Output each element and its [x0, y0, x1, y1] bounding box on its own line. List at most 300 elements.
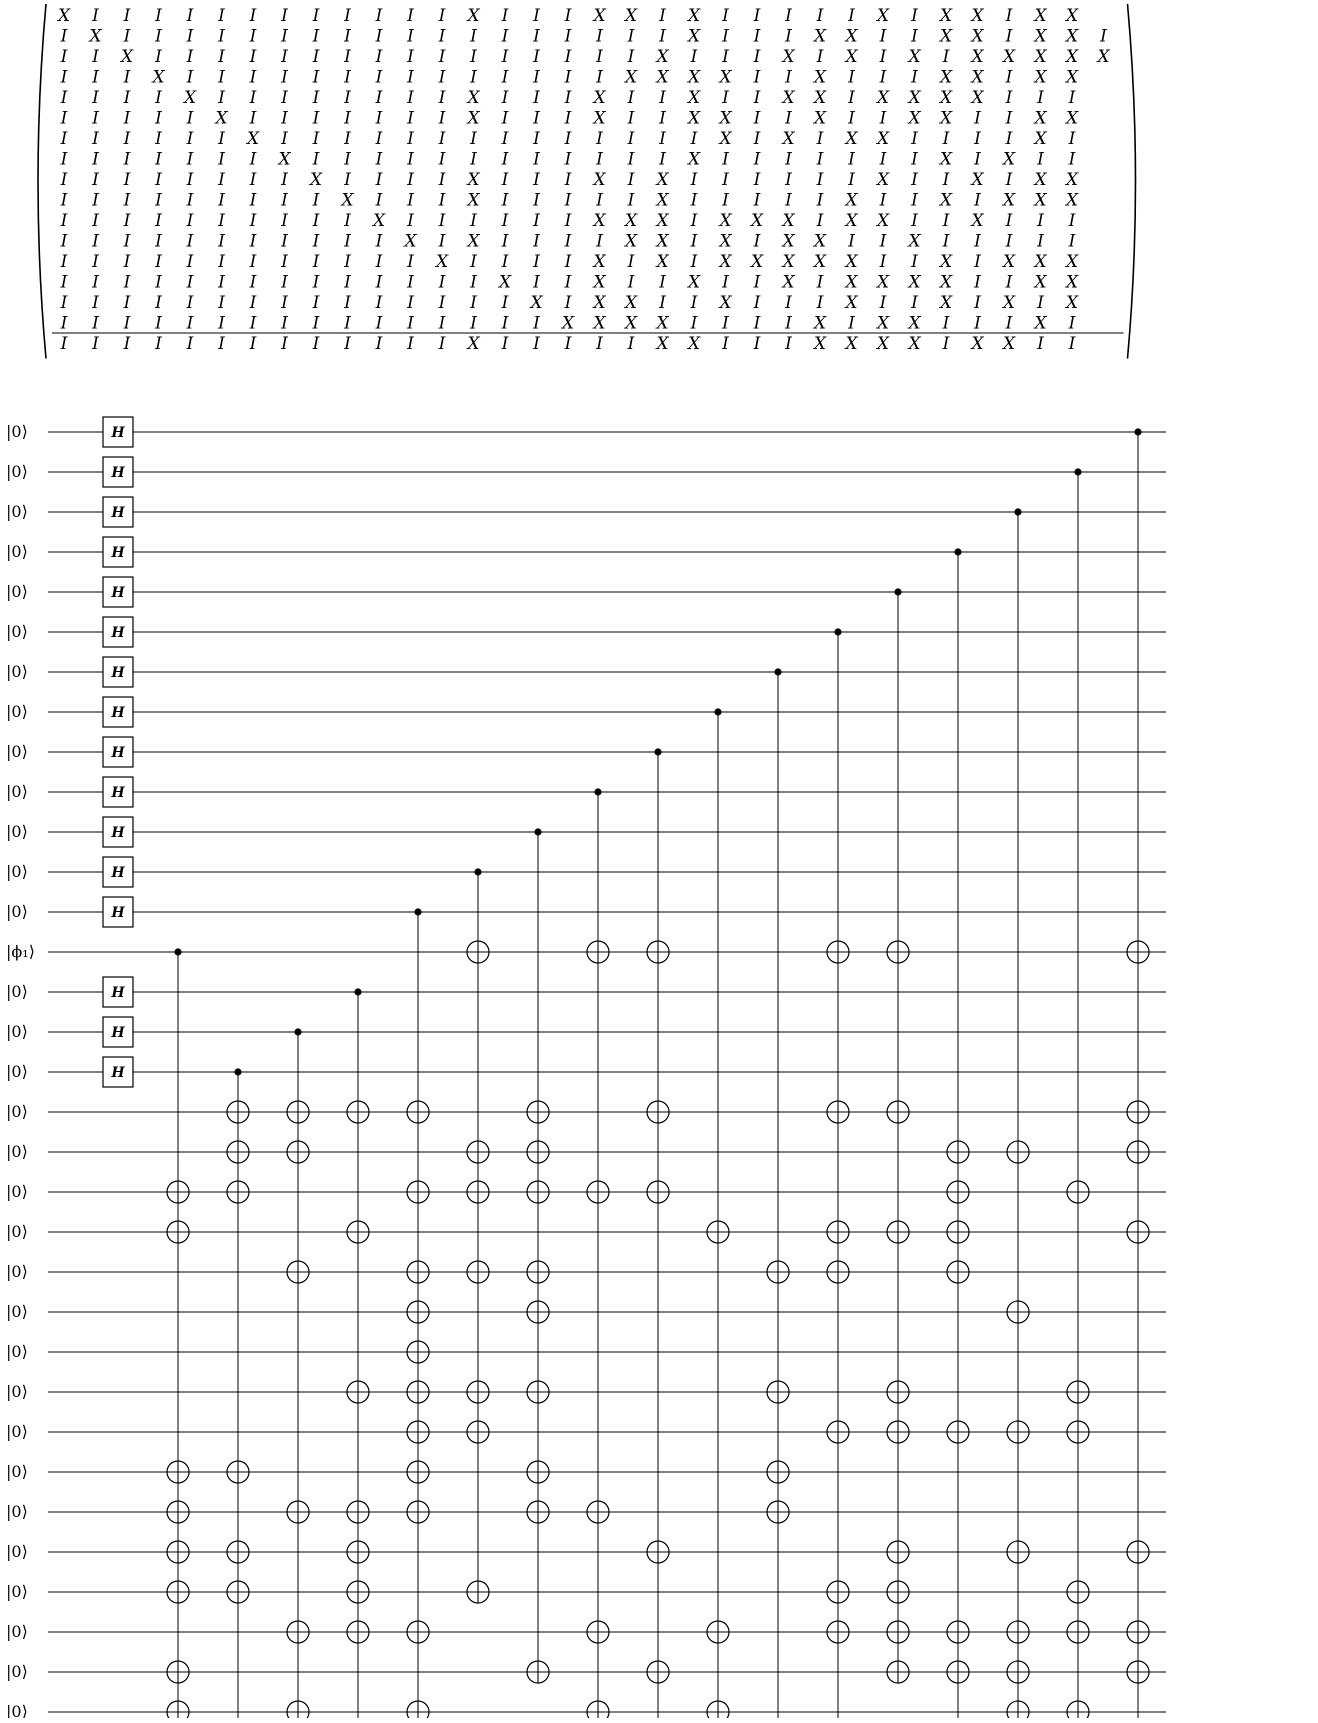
matrix-entry: I [1068, 313, 1076, 334]
matrix-entry: I [470, 211, 477, 231]
cnot-target [1067, 1621, 1089, 1643]
matrix-entry: I [375, 108, 383, 129]
matrix-entry: X [971, 211, 984, 231]
matrix-entry: X [341, 190, 354, 211]
qubit-label: |0⟩ [6, 742, 28, 761]
qubit-label: |0⟩ [6, 1102, 28, 1121]
matrix-entry: I [186, 26, 194, 47]
matrix-entry: I [249, 170, 257, 190]
matrix-entry: I [659, 88, 666, 108]
matrix-entry: I [596, 231, 603, 252]
matrix-entry: I [1005, 6, 1013, 26]
matrix-entry: X [719, 252, 732, 272]
matrix-entry: I [155, 47, 162, 67]
matrix-entry: I [785, 67, 792, 88]
matrix-entry: I [470, 293, 477, 313]
cnot-target [1127, 1661, 1149, 1683]
matrix-entry: I [722, 6, 729, 26]
cnot-target [947, 1661, 969, 1683]
matrix-entry: X [593, 211, 606, 231]
matrix-entry: I [879, 149, 887, 170]
matrix-entry: X [1034, 47, 1047, 67]
matrix-entry: I [375, 334, 383, 354]
cnot-control [1014, 508, 1021, 515]
qubit-label: |0⟩ [6, 1262, 28, 1281]
matrix-entry: I [155, 108, 162, 129]
matrix-entry: I [281, 334, 288, 354]
cnot-target [527, 1501, 549, 1523]
cnot-target [1067, 1181, 1089, 1203]
matrix-entry: I [312, 26, 320, 47]
matrix-entry: X [876, 211, 890, 231]
matrix-entry: I [438, 231, 446, 252]
matrix-entry: X [687, 334, 701, 354]
matrix-entry: X [876, 6, 890, 26]
qubit-label: |0⟩ [6, 1542, 28, 1561]
hadamard-gate [103, 817, 133, 847]
qubit-label: |0⟩ [6, 1702, 28, 1718]
matrix-entry: I [816, 293, 824, 313]
cnot-target [587, 1501, 609, 1523]
matrix-entry: I [375, 313, 383, 334]
matrix-entry: I [690, 231, 698, 252]
matrix-entry: I [249, 313, 257, 334]
matrix-entry: I [785, 313, 792, 334]
matrix-entry: I [816, 6, 824, 26]
matrix-entry: I [1005, 170, 1013, 190]
matrix-entry: I [974, 313, 981, 334]
cnot-target [827, 1581, 849, 1603]
matrix-entry: X [656, 170, 669, 190]
matrix-entry: I [407, 293, 414, 313]
cnot-target [527, 1141, 549, 1163]
matrix-entry: I [1100, 26, 1107, 47]
cnot-target [587, 1621, 609, 1643]
matrix-entry: I [281, 190, 288, 211]
matrix-entry: X [939, 252, 953, 272]
cnot-target [227, 1141, 249, 1163]
matrix-entry: I [753, 272, 761, 293]
cnot-target [407, 1381, 429, 1403]
matrix-entry: I [816, 47, 824, 67]
cnot-target [647, 941, 669, 963]
matrix-entry: X [1034, 6, 1047, 26]
matrix-entry: I [155, 170, 162, 190]
matrix-entry: I [533, 334, 540, 354]
cnot-target [887, 1101, 909, 1123]
matrix-entry: I [785, 26, 792, 47]
matrix-entry: I [533, 190, 540, 211]
qubit-label: |0⟩ [6, 1022, 28, 1041]
cnot-target [167, 1541, 189, 1563]
matrix-entry: I [501, 129, 509, 149]
matrix-entry: I [375, 272, 383, 293]
matrix-entry: X [246, 129, 260, 149]
matrix-entry: I [879, 67, 887, 88]
matrix-entry: X [467, 190, 480, 211]
matrix-entry: X [687, 149, 701, 170]
cnot-target [587, 1181, 609, 1203]
matrix-entry: I [753, 334, 761, 354]
matrix-entry: I [564, 47, 572, 67]
matrix-entry: X [813, 334, 827, 354]
qubit-label: |0⟩ [6, 662, 28, 681]
matrix-entry: I [312, 252, 320, 272]
matrix-entry: I [848, 108, 855, 129]
matrix-entry: I [564, 108, 572, 129]
matrix-entry: X [656, 252, 669, 272]
matrix-entry: I [785, 6, 792, 26]
matrix-entry: I [60, 88, 68, 108]
matrix-entry: I [186, 129, 194, 149]
matrix-entry: I [218, 190, 225, 211]
matrix-entry: I [1068, 211, 1076, 231]
matrix-entry: X [467, 108, 480, 129]
matrix-entry: I [753, 190, 761, 211]
cnot-target [167, 1701, 189, 1718]
matrix-entry: I [249, 272, 257, 293]
matrix-entry: I [722, 88, 729, 108]
matrix-entry: X [593, 88, 606, 108]
matrix-entry: X [593, 252, 606, 272]
matrix-entry: X [782, 88, 795, 108]
matrix-entry: I [438, 313, 446, 334]
cnot-target [227, 1581, 249, 1603]
matrix-entry: I [659, 293, 666, 313]
matrix-entry: I [564, 6, 572, 26]
matrix-entry: X [813, 313, 827, 334]
cnot-control [354, 988, 361, 995]
matrix-entry: I [375, 67, 383, 88]
matrix-entry: I [753, 26, 761, 47]
matrix-entry: I [123, 252, 131, 272]
matrix-entry: I [186, 149, 194, 170]
matrix-entry: I [533, 26, 540, 47]
hadamard-label: H [111, 545, 125, 561]
matrix-entry: X [1097, 47, 1110, 67]
cnot-target [1127, 1141, 1149, 1163]
matrix-entry: I [501, 170, 509, 190]
matrix-entry: X [89, 26, 102, 47]
matrix-entry: I [344, 129, 351, 149]
cnot-target [227, 1461, 249, 1483]
matrix-entry: X [687, 26, 701, 47]
cnot-target [407, 1301, 429, 1323]
matrix-entry: X [1002, 190, 1016, 211]
cnot-target [347, 1221, 369, 1243]
hadamard-label: H [111, 1065, 125, 1081]
matrix-entry: I [249, 47, 257, 67]
matrix-entry: I [249, 26, 257, 47]
matrix-entry: I [596, 190, 603, 211]
matrix-entry: I [816, 149, 824, 170]
matrix-entry: I [375, 129, 383, 149]
cnot-target [467, 1261, 489, 1283]
matrix-entry: I [344, 26, 351, 47]
cnot-target [947, 1421, 969, 1443]
matrix-entry: X [624, 293, 638, 313]
matrix-entry: X [782, 272, 795, 293]
matrix-entry: I [375, 149, 383, 170]
matrix-entry: X [183, 88, 197, 108]
matrix-entry: I [375, 252, 383, 272]
matrix-entry: X [845, 334, 858, 354]
matrix-entry: I [438, 6, 446, 26]
matrix-entry: X [1034, 108, 1047, 129]
matrix-entry: I [911, 170, 918, 190]
qubit-label: |0⟩ [6, 462, 28, 481]
matrix-entry: I [785, 108, 792, 129]
matrix-entry: I [911, 129, 918, 149]
cnot-target [887, 941, 909, 963]
matrix-entry: I [218, 272, 225, 293]
matrix-entry: I [407, 6, 414, 26]
cnot-target [527, 1381, 549, 1403]
matrix-entry: X [782, 211, 795, 231]
matrix-entry: I [627, 88, 635, 108]
cnot-target [167, 1461, 189, 1483]
cnot-gate [347, 988, 369, 1718]
matrix-entry: X [467, 6, 480, 26]
cnot-target [347, 1381, 369, 1403]
matrix-entry: X [1034, 170, 1047, 190]
matrix-entry: I [470, 252, 477, 272]
cnot-target [227, 1101, 249, 1123]
hadamard-label: H [111, 825, 125, 841]
cnot-target [947, 1141, 969, 1163]
cnot-target [947, 1261, 969, 1283]
matrix-entry: I [974, 129, 981, 149]
cnot-control [1134, 428, 1141, 435]
matrix-entry: I [722, 190, 729, 211]
cnot-control [534, 828, 541, 835]
matrix-entry: X [1065, 252, 1079, 272]
matrix-entry: X [1034, 26, 1047, 47]
matrix-entry: X [750, 252, 764, 272]
matrix-entry: I [249, 334, 257, 354]
cnot-control [954, 548, 961, 555]
matrix-entry: I [848, 149, 855, 170]
hadamard-label: H [111, 1025, 125, 1041]
cnot-target [287, 1101, 309, 1123]
matrix-entry: X [845, 129, 858, 149]
matrix-entry: X [845, 272, 858, 293]
cnot-control [894, 588, 901, 595]
matrix-entry: I [722, 149, 729, 170]
matrix-entry: X [1065, 170, 1079, 190]
matrix-entry: I [312, 6, 320, 26]
cnot-target [887, 1661, 909, 1683]
cnot-target [1127, 1621, 1149, 1643]
matrix-entry: I [942, 313, 950, 334]
hadamard-gate [103, 457, 133, 487]
matrix-entry: I [533, 47, 540, 67]
matrix-entry: X [719, 293, 732, 313]
matrix-entry: X [561, 313, 575, 334]
matrix-entry: I [722, 26, 729, 47]
matrix-entry: I [879, 252, 887, 272]
matrix-entry: I [123, 108, 131, 129]
matrix-entry: I [123, 231, 131, 252]
matrix-entry: I [533, 170, 540, 190]
cnot-target [287, 1621, 309, 1643]
matrix-entry: X [813, 231, 827, 252]
cnot-target [887, 1381, 909, 1403]
matrix-entry: X [876, 334, 890, 354]
qubit-label: |0⟩ [6, 1342, 28, 1361]
matrix-entry: I [501, 6, 509, 26]
matrix-entry: I [533, 149, 540, 170]
matrix-entry: I [123, 190, 131, 211]
matrix-entry: X [1002, 293, 1016, 313]
matrix-entry: I [785, 190, 792, 211]
matrix-entry: X [876, 88, 890, 108]
matrix-entry: I [344, 108, 351, 129]
cnot-gate [767, 668, 789, 1718]
matrix-entry: X [750, 211, 764, 231]
matrix-entry: I [753, 231, 761, 252]
matrix-entry: I [123, 272, 131, 293]
qubit-label: |0⟩ [6, 542, 28, 561]
cnot-target [467, 1141, 489, 1163]
matrix-entry: I [155, 6, 162, 26]
matrix-entry: I [60, 129, 68, 149]
cnot-target [707, 1621, 729, 1643]
matrix-entry: I [407, 190, 414, 211]
matrix-entry: I [974, 252, 981, 272]
matrix-entry: I [281, 252, 288, 272]
matrix-entry: I [690, 313, 698, 334]
matrix-entry: I [249, 6, 257, 26]
matrix-entry: X [782, 231, 795, 252]
matrix-entry: I [627, 47, 635, 67]
matrix-entry: I [344, 231, 351, 252]
matrix-entry: X [719, 108, 732, 129]
cnot-target [1007, 1301, 1029, 1323]
cnot-target [767, 1261, 789, 1283]
matrix-entry: X [593, 313, 606, 334]
matrix-entry: I [218, 88, 225, 108]
qubit-label: |0⟩ [6, 582, 28, 601]
qubit-label: |0⟩ [6, 822, 28, 841]
matrix-entry: X [971, 170, 984, 190]
cnot-gate [1127, 428, 1149, 1718]
matrix-entry: I [564, 129, 572, 149]
matrix-entry: X [1002, 149, 1016, 170]
hadamard-gate [103, 697, 133, 727]
matrix-entry: X [719, 67, 732, 88]
matrix-entry: I [974, 149, 981, 170]
matrix-entry: I [722, 334, 729, 354]
matrix-entry: I [1037, 293, 1044, 313]
matrix-entry: I [60, 211, 68, 231]
matrix-entry: I [155, 129, 162, 149]
matrix-entry: I [1068, 88, 1076, 108]
matrix-entry: I [596, 129, 603, 149]
matrix-entry: X [939, 149, 953, 170]
cnot-gate [587, 788, 609, 1718]
cnot-target [827, 1101, 849, 1123]
matrix-entry: I [218, 293, 225, 313]
matrix-entry: I [92, 170, 99, 190]
qubit-label: |0⟩ [6, 1142, 28, 1161]
matrix-entry: X [813, 88, 827, 108]
matrix-entry: X [939, 88, 953, 108]
matrix-entry: X [1065, 293, 1079, 313]
matrix-entry: I [753, 47, 761, 67]
matrix-entry: I [407, 26, 414, 47]
matrix-entry: I [564, 67, 572, 88]
matrix-entry: I [60, 108, 68, 129]
matrix-entry: I [281, 26, 288, 47]
qubit-label: |0⟩ [6, 1622, 28, 1641]
matrix-entry: I [344, 293, 351, 313]
matrix-entry: I [123, 334, 131, 354]
matrix-entry: I [1005, 88, 1013, 108]
matrix-entry: I [1068, 231, 1076, 252]
matrix-entry: I [501, 190, 509, 211]
matrix-entry: I [438, 334, 446, 354]
cnot-target [827, 1261, 849, 1283]
matrix-entry: I [659, 272, 666, 293]
matrix-entry: I [60, 170, 68, 190]
matrix-entry: I [60, 47, 68, 67]
matrix-entry: X [845, 252, 858, 272]
hadamard-label: H [111, 785, 125, 801]
hadamard-gate [103, 617, 133, 647]
matrix-entry: I [312, 211, 320, 231]
qubit-label: |0⟩ [6, 502, 28, 521]
cnot-gate [167, 948, 189, 1718]
matrix-entry: I [344, 334, 351, 354]
cnot-target [407, 1341, 429, 1363]
matrix-entry: I [407, 272, 414, 293]
matrix-entry: I [218, 170, 225, 190]
matrix-entry: X [719, 129, 732, 149]
matrix-entry: I [155, 334, 162, 354]
matrix-entry: I [501, 108, 509, 129]
matrix-entry: I [533, 231, 540, 252]
cnot-gate [1007, 508, 1029, 1718]
cnot-target [527, 1661, 549, 1683]
matrix-entry: I [785, 170, 792, 190]
matrix-entry: I [690, 293, 698, 313]
matrix-entry: X [372, 211, 386, 231]
matrix-entry: I [407, 129, 414, 149]
matrix-entry: I [186, 47, 194, 67]
cnot-target [947, 1221, 969, 1243]
cnot-target [347, 1501, 369, 1523]
cnot-gate [527, 828, 549, 1683]
matrix-entry: I [155, 231, 162, 252]
matrix-entry: I [155, 313, 162, 334]
cnot-target [347, 1621, 369, 1643]
hadamard-gate [103, 737, 133, 767]
matrix-entry: I [218, 6, 225, 26]
matrix-entry: I [407, 170, 414, 190]
matrix-entry: I [155, 293, 162, 313]
cnot-control [294, 1028, 301, 1035]
cnot-gate [407, 908, 429, 1718]
matrix-entry: I [218, 231, 225, 252]
matrix-entry: I [1005, 231, 1013, 252]
matrix-entry: I [218, 149, 225, 170]
cnot-target [887, 1221, 909, 1243]
matrix-entry: I [501, 211, 509, 231]
matrix-entry: I [281, 272, 288, 293]
matrix-entry: X [309, 170, 323, 190]
matrix-entry: I [186, 334, 194, 354]
